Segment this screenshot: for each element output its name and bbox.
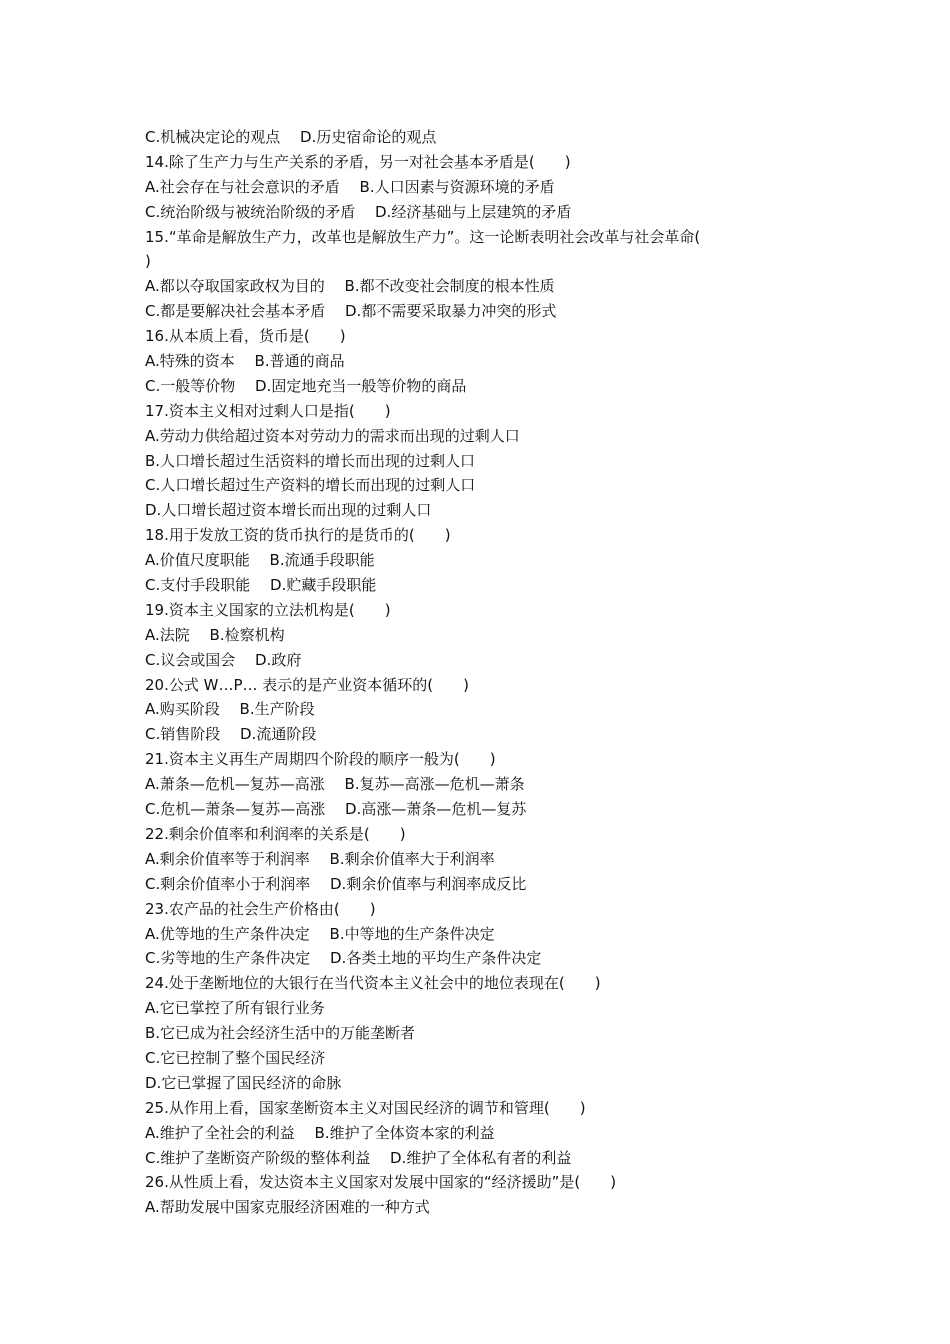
text-line: A.社会存在与社会意识的矛盾 B.人口因素与资源环境的矛盾 bbox=[145, 177, 555, 196]
text-line: A.特殊的资本 B.普通的商品 bbox=[145, 352, 345, 371]
text-line: A.它已掌控了所有银行业务 bbox=[145, 999, 325, 1018]
question-text-block bbox=[145, 125, 805, 1220]
text-line: C.议会或国会 D.政府 bbox=[145, 650, 302, 669]
question-18: 18.用于发放工资的货币执行的是货币的( ) bbox=[145, 526, 451, 545]
question-17: 17.资本主义相对过剩人口是指( ) bbox=[145, 401, 391, 420]
text-line: C.都是要解决社会基本矛盾 D.都不需要采取暴力冲突的形式 bbox=[145, 302, 557, 321]
text-line: C.危机—萧条—复苏—高涨 D.高涨—萧条—危机—复苏 bbox=[145, 800, 527, 819]
question-16: 16.从本质上看，货币是( ) bbox=[145, 327, 346, 346]
question-23: 23.农产品的社会生产价格由( ) bbox=[145, 899, 376, 918]
text-line: C.人口增长超过生产资料的增长而出现的过剩人口 bbox=[145, 476, 476, 495]
text-line: ) bbox=[145, 252, 151, 271]
text-line: A.萧条—危机—复苏—高涨 B.复苏—高涨—危机—萧条 bbox=[145, 775, 525, 794]
text-line: C.它已控制了整个国民经济 bbox=[145, 1048, 326, 1067]
text-line: A.维护了全社会的利益 B.维护了全体资本家的利益 bbox=[145, 1123, 495, 1142]
question-26: 26.从性质上看，发达资本主义国家对发展中国家的“经济援助”是( ) bbox=[145, 1173, 617, 1192]
question-15: 15.“革命是解放生产力，改革也是解放生产力”。这一论断表明社会改革与社会革命( bbox=[145, 227, 701, 246]
text-line: B.它已成为社会经济生活中的万能垄断者 bbox=[145, 1024, 416, 1043]
text-line: A.价值尺度职能 B.流通手段职能 bbox=[145, 551, 375, 570]
text-line: A.帮助发展中国家克服经济困难的一种方式 bbox=[145, 1198, 430, 1217]
text-line: D.人口增长超过资本增长而出现的过剩人口 bbox=[145, 501, 432, 520]
question-20: 20.公式 W…P… 表示的是产业资本循环的( ) bbox=[145, 675, 469, 694]
text-line: C.维护了垄断资产阶级的整体利益 D.维护了全体私有者的利益 bbox=[145, 1148, 572, 1167]
question-24: 24.处于垄断地位的大银行在当代资本主义社会中的地位表现在( ) bbox=[145, 974, 601, 993]
question-19: 19.资本主义国家的立法机构是( ) bbox=[145, 600, 391, 619]
text-line: A.剩余价值率等于利润率 B.剩余价值率大于利润率 bbox=[145, 849, 495, 868]
text-line: B.人口增长超过生活资料的增长而出现的过剩人口 bbox=[145, 451, 476, 470]
text-line: C.一般等价物 D.固定地充当一般等价物的商品 bbox=[145, 376, 467, 395]
question-25: 25.从作用上看，国家垄断资本主义对国民经济的调节和管理( ) bbox=[145, 1098, 586, 1117]
text-line: C.机械决定论的观点 D.历史宿命论的观点 bbox=[145, 128, 437, 146]
text-line: D.它已掌握了国民经济的命脉 bbox=[145, 1073, 342, 1092]
text-line: C.销售阶段 D.流通阶段 bbox=[145, 725, 317, 744]
question-22: 22.剩余价值率和利润率的关系是( ) bbox=[145, 824, 406, 843]
text-line: A.优等地的生产条件决定 B.中等地的生产条件决定 bbox=[145, 924, 495, 943]
question-21: 21.资本主义再生产周期四个阶段的顺序一般为( ) bbox=[145, 750, 496, 769]
text-line: A.法院 B.检察机构 bbox=[145, 625, 285, 644]
text-line: A.购买阶段 B.生产阶段 bbox=[145, 700, 315, 719]
question-14: 14.除了生产力与生产关系的矛盾，另一对社会基本矛盾是( ) bbox=[145, 152, 571, 171]
text-line: C.劣等地的生产条件决定 D.各类土地的平均生产条件决定 bbox=[145, 949, 542, 968]
text-line: A.劳动力供给超过资本对劳动力的需求而出现的过剩人口 bbox=[145, 426, 520, 445]
text-line: C.支付手段职能 D.贮藏手段职能 bbox=[145, 576, 377, 595]
text-line: A.都以夺取国家政权为目的 B.都不改变社会制度的根本性质 bbox=[145, 277, 555, 296]
text-line: C.统治阶级与被统治阶级的矛盾 D.经济基础与上层建筑的矛盾 bbox=[145, 202, 572, 221]
text-line: C.剩余价值率小于利润率 D.剩余价值率与利润率成反比 bbox=[145, 874, 527, 893]
